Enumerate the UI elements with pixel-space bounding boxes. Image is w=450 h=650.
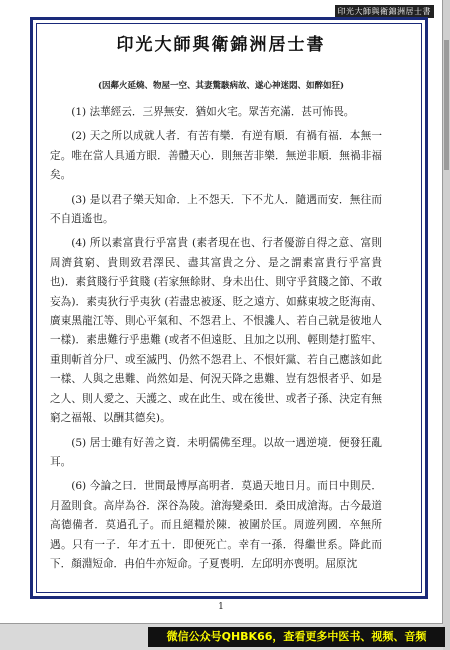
paragraph: (3) 是以君子樂天知命．上不怨天．下不尤人．隨遇而安．無往而不自逍遙也。 [50,193,382,226]
document-title: 印光大師與衛錦洲居士書 [116,35,326,55]
promo-banner: 微信公众号QHBK66，查看更多中医书、视频、音频 [148,627,445,647]
document-body [50,103,382,579]
scrollbar-thumb[interactable] [444,40,449,170]
paragraph: (6) 今論之曰．世間最博厚高明者．莫過天地日月。而日中則昃．月盈則食。高岸為谷．深谷為陵。滄海變桑田．桑田成滄海。古今最道高德備者．莫過孔子。而且絕糧於陳．被圍於匡。周遊列國．卒無所遇。只有一子．年才五十．即便死亡。幸有一孫．得繼世系。降此而下．顏淵短命．冉伯牛亦短命。子夏喪明．左邱明亦喪明。屈原沈 [50,480,382,570]
paragraph: (1) 法華經云．三界無安．猶如火宅。眾苦充滿．甚可怖畏。 [71,106,355,118]
document-subtitle: (因鄰火延燒、物屋一空、其妻驚駭病故、遂心神迷悶、如醉如狂) [97,81,345,91]
paragraph: (4) 所以素富貴行乎富貴 (素者現在也、行者優游自得之意、富則周濟貧窮、貴則致君澤民、盡其富貴之分、是之謂素富貴行乎富貴也)．素貧賤行乎貧賤 (若家無餘財、身未出仕、則守乎貧賤之節、不敢妄為)．素夷狄行乎夷狄 (若盡忠被逐、貶之遠方、如蘇東坡之貶海南、廣東黑龍江等、則心平氣和、不怨君上、不恨讒人、若自己就是彼地人一樣)．素患難行乎患難 (或者不但遠貶、且加之以刑、輕則楚打監牢、重則斬首分尸、或至滅門、仍然不怨君上、不恨奸黨、若自己應該如此一樣、人與之患難、尚然如是、何況天降之患難、豈有怨恨者乎、如是之人、則人愛之、天護之、或在此生、或在後世、或者子孫、決定有無窮之福報、以酬其德矣)。 [50,237,382,425]
vertical-scrollbar[interactable] [443,0,450,650]
paragraph: (2) 天之所以成就人者．有苦有樂．有逆有順．有禍有福．本無一定。唯在當人具通方眼．善體天心．則無苦非樂．無逆非順．無禍非福矣。 [50,130,382,182]
page-number: 1 [218,602,224,612]
paragraph: (5) 居士雖有好善之資．未明儒佛至理。以故一遇逆境．便發狂亂耳。 [50,436,382,468]
header-tag: 印光大師與衛錦洲居士書 [335,5,435,18]
